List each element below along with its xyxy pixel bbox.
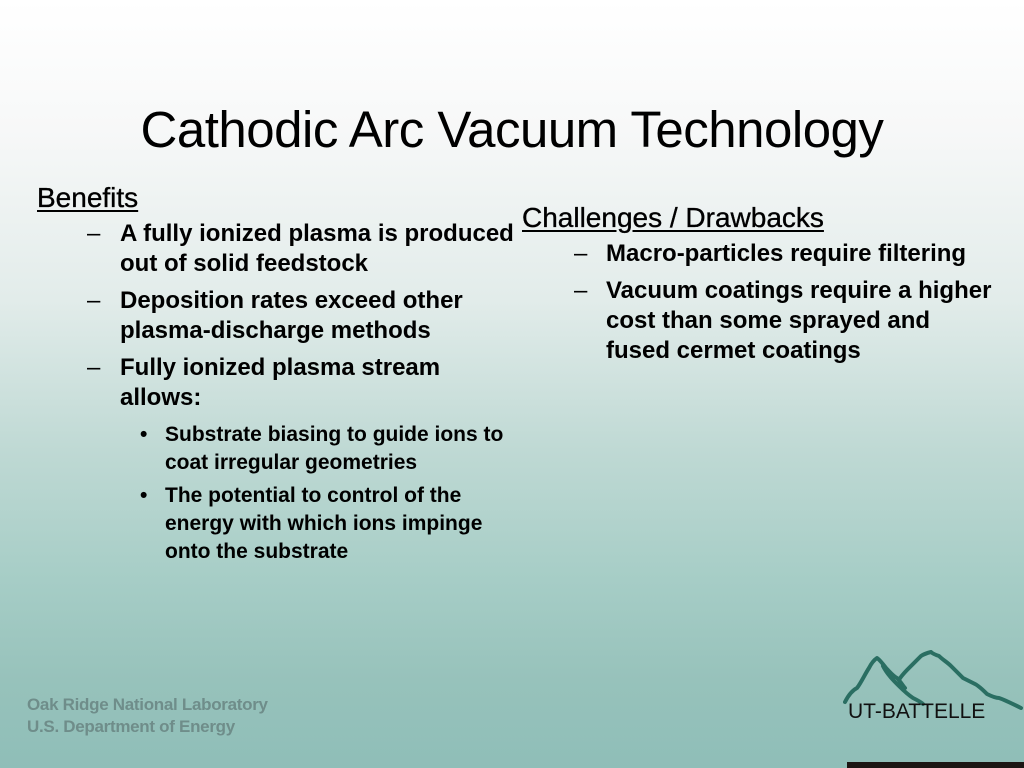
sublist-item-text: The potential to control of the energy with which ions impinge onto the substrate — [165, 484, 483, 563]
benefits-list — [37, 219, 517, 566]
ut-battelle-logo — [843, 650, 1024, 730]
sublist-item-text: Substrate biasing to guide ions to coat irregular geometries — [165, 423, 504, 474]
benefits-column — [37, 180, 517, 566]
footer-line-lab: Oak Ridge National Laboratory — [27, 695, 268, 714]
list-item-text: Fully ionized plasma stream allows: — [120, 354, 441, 411]
dash-marker: – — [574, 277, 588, 304]
bullet-marker: • — [140, 423, 148, 446]
list-item-text: Deposition rates exceed other plasma-discharge methods — [120, 287, 463, 344]
bullet-marker: • — [140, 484, 148, 507]
list-item — [522, 276, 992, 366]
footer-line-doe: U.S. Department of Energy — [27, 717, 235, 736]
list-item — [522, 239, 992, 269]
footer-organization — [27, 694, 268, 738]
dash-marker: – — [87, 220, 101, 247]
list-item-text: Macro-particles require filtering — [606, 240, 967, 267]
challenges-heading: Challenges / Drawbacks — [522, 202, 824, 233]
dash-marker: – — [574, 240, 588, 267]
challenges-column — [522, 200, 992, 366]
list-item — [37, 286, 517, 346]
challenges-list — [522, 239, 992, 366]
list-item — [37, 219, 517, 279]
sublist-item — [120, 421, 517, 477]
list-item-text: Vacuum coatings require a higher cost than some sprayed and fused cermet coatings — [606, 277, 992, 364]
benefits-sublist — [120, 421, 517, 566]
dash-marker: – — [87, 287, 101, 314]
list-item — [37, 353, 517, 566]
bottom-bar — [847, 762, 1024, 768]
slide-title: Cathodic Arc Vacuum Technology — [140, 101, 884, 159]
dash-marker: – — [87, 354, 101, 381]
sublist-item — [120, 482, 517, 566]
list-item-text: A fully ionized plasma is produced out of solid feedstock — [120, 220, 514, 277]
logo-text: UT-BATTELLE — [848, 700, 986, 723]
benefits-heading: Benefits — [37, 182, 139, 213]
